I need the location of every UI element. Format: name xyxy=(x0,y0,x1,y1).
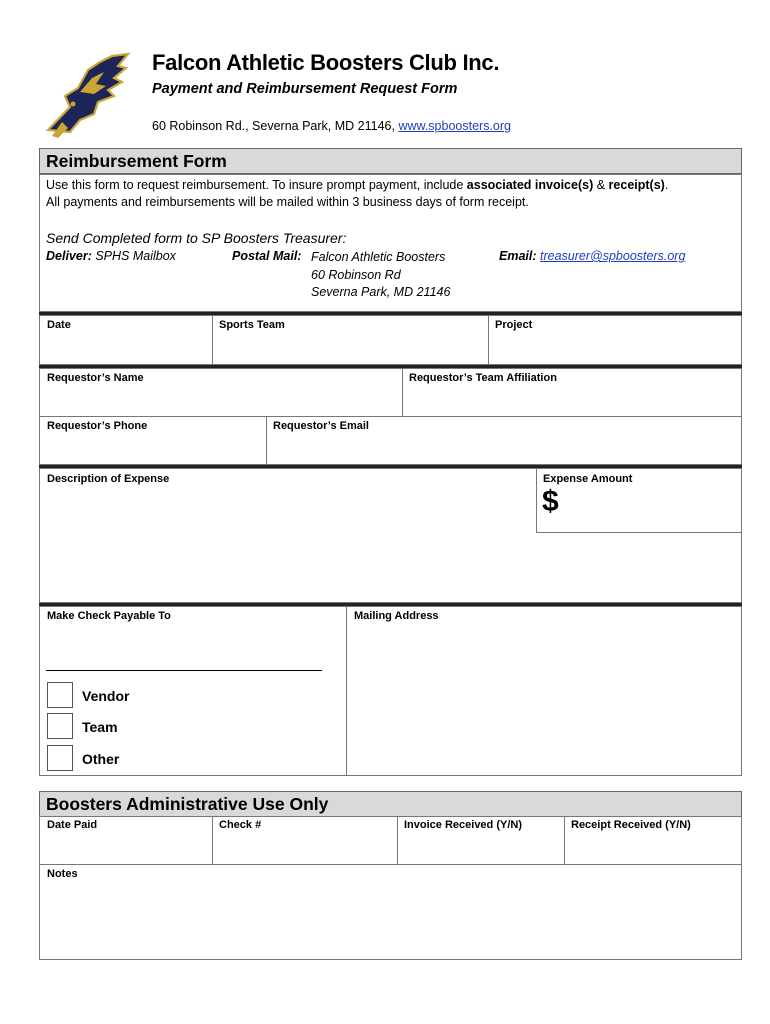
requestor-phone-field[interactable]: Requestor’s Phone xyxy=(39,416,267,465)
send-heading: Send Completed form to SP Boosters Treasurer: xyxy=(46,230,347,246)
description-field[interactable]: Description of Expense xyxy=(39,468,742,603)
vendor-checkbox[interactable] xyxy=(47,682,73,708)
date-paid-field[interactable]: Date Paid xyxy=(39,816,213,865)
intro-line-2: All payments and reimbursements will be mailed within 3 business days of form receipt. xyxy=(46,195,529,209)
org-address xyxy=(152,119,511,133)
date-field[interactable]: Date xyxy=(39,315,213,365)
treasurer-email-link[interactable]: treasurer@spboosters.org xyxy=(540,249,686,263)
project-field[interactable]: Project xyxy=(488,315,742,365)
check-number-field[interactable]: Check # xyxy=(212,816,398,865)
mailing-address-field[interactable]: Mailing Address xyxy=(346,606,742,776)
other-checkbox[interactable] xyxy=(47,745,73,771)
deliver-line: Deliver: SPHS Mailbox xyxy=(46,249,176,263)
requestor-team-field[interactable]: Requestor’s Team Affiliation xyxy=(402,368,742,417)
falcon-logo xyxy=(40,52,132,140)
admin-section-title: Boosters Administrative Use Only xyxy=(39,791,742,817)
notes-field[interactable]: Notes xyxy=(39,864,742,960)
payee-signature-line xyxy=(46,670,322,671)
intro-line-1: Use this form to request reimbursement. To insure prompt payment, include associated invoice(s) & receipt(s). xyxy=(46,178,669,192)
form-subtitle: Payment and Reimbursement Request Form xyxy=(152,81,458,97)
address-text: 60 Robinson Rd., Severna Park, MD 21146, xyxy=(152,119,399,133)
expense-amount-field[interactable]: Expense Amount $ xyxy=(536,468,742,533)
other-label: Other xyxy=(82,751,120,767)
email-line: Email: treasurer@spboosters.org xyxy=(499,249,686,263)
postal-label: Postal Mail: xyxy=(232,249,302,263)
vendor-label: Vendor xyxy=(82,688,130,704)
requestor-email-field[interactable]: Requestor’s Email xyxy=(266,416,742,465)
team-checkbox[interactable] xyxy=(47,713,73,739)
invoice-received-field[interactable]: Invoice Received (Y/N) xyxy=(397,816,565,865)
team-label: Team xyxy=(82,719,118,735)
currency-symbol: $ xyxy=(542,485,559,518)
org-title: Falcon Athletic Boosters Club Inc. xyxy=(152,50,500,75)
sports-team-field[interactable]: Sports Team xyxy=(212,315,489,365)
payable-to-field[interactable]: Make Check Payable To xyxy=(39,606,347,776)
receipt-received-field[interactable]: Receipt Received (Y/N) xyxy=(564,816,742,865)
requestor-name-field[interactable]: Requestor’s Name xyxy=(39,368,403,417)
website-link[interactable]: www.spboosters.org xyxy=(398,119,511,133)
reimbursement-section-title: Reimbursement Form xyxy=(39,148,742,174)
postal-address: Falcon Athletic Boosters 60 Robinson Rd Severna Park, MD 21146 xyxy=(311,250,451,299)
